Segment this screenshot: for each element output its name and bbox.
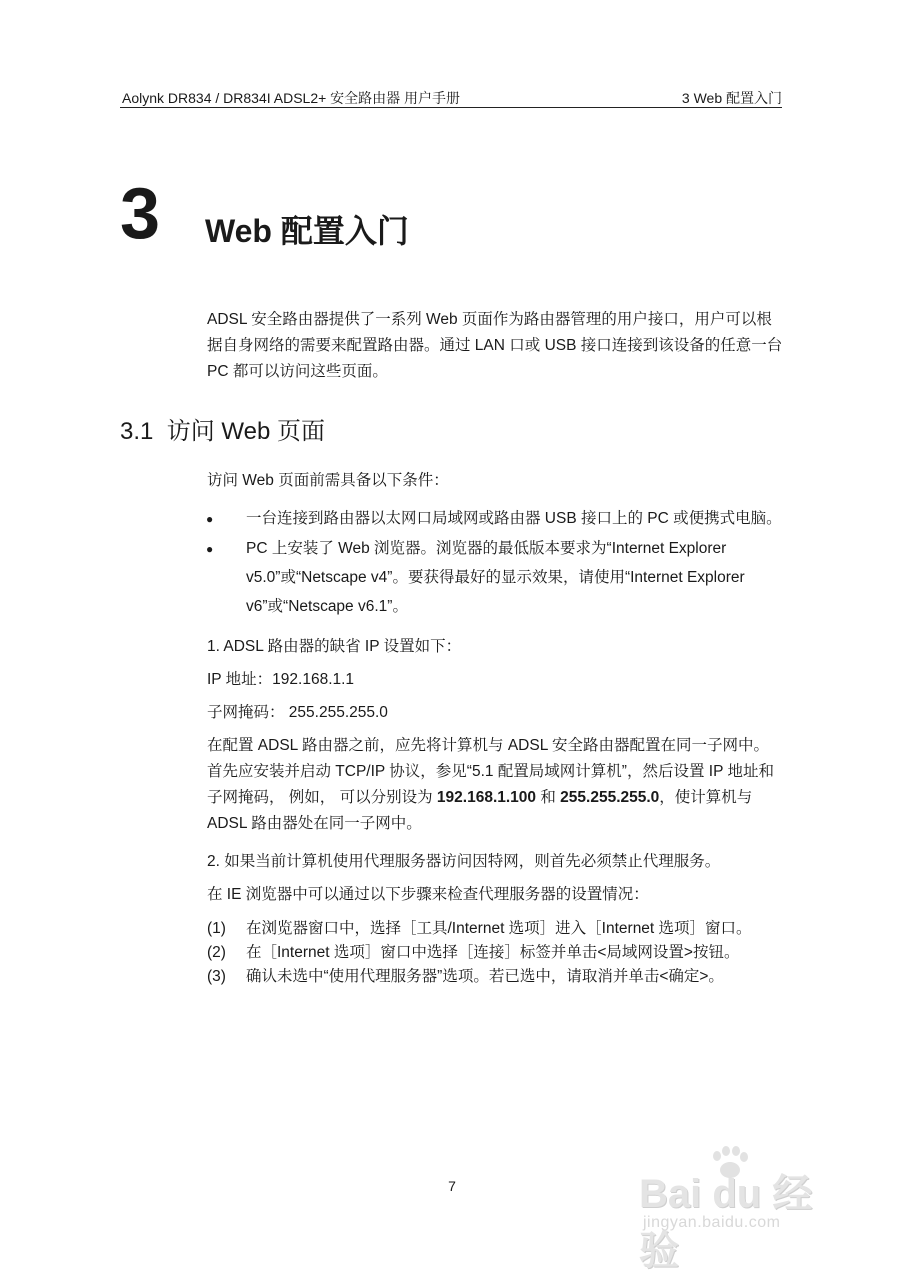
- mask-example: 255.255.255.0: [560, 789, 660, 806]
- default-ip-heading: 1. ADSL 路由器的缺省 IP 设置如下：: [207, 638, 462, 655]
- bullet-item: 一台连接到路由器以太网口局域网或路由器 USB 接口上的 PC 或便携式电脑。: [246, 510, 782, 527]
- subnet-config-text-post: ，使计算机与 ADSL 路由器处在同一子网中。: [207, 789, 753, 832]
- default-subnet-mask: 子网掩码： 255.255.255.0: [207, 704, 388, 721]
- step-number: (3): [207, 968, 226, 985]
- section-title: 访问 Web 页面: [166, 418, 325, 445]
- page-number: 7: [448, 1178, 456, 1194]
- default-ip-address: IP 地址：192.168.1.1: [207, 671, 355, 688]
- section-number: 3.1: [120, 418, 154, 445]
- watermark-url: jingyan.baidu.com: [643, 1214, 781, 1231]
- intro-paragraph: ADSL 安全路由器提供了一系列 Web 页面作为路由器管理的用户接口，用户可以根据自身网络的需要来配置路由器。通过 LAN 口或 USB 接口连接到该设备的任意一台 PC 都可以访问这些页面。: [207, 311, 783, 380]
- header-rule: [120, 107, 782, 108]
- proxy-intro: 在 IE 浏览器中可以通过以下步骤来检查代理服务器的设置情况：: [207, 886, 649, 903]
- step-text: 在［Internet 选项］窗口中选择［连接］标签并单击<局域网设置>按钮。: [246, 944, 740, 961]
- chapter-number: 3: [120, 174, 161, 254]
- bullet-dot-icon: ●: [206, 542, 214, 556]
- proxy-heading: 2. 如果当前计算机使用代理服务器访问因特网，则首先必须禁止代理服务。: [207, 853, 721, 870]
- step-text: 确认未选中“使用代理服务器”选项。若已选中，请取消并单击<确定>。: [246, 968, 724, 985]
- subnet-config-text-and: 和: [536, 789, 561, 806]
- subnet-config-text-pre: 在配置 ADSL 路由器之前，应先将计算机与 ADSL 安全路由器配置在同一子网中。首先应安装并启动 TCP/IP 协议，参见“5.1 配置局域网计算机”，然后设置 IP 地址和子网掩码， 例如， 可以分别设为: [207, 737, 774, 806]
- baidu-watermark: [639, 1150, 849, 1273]
- header-manual-title: Aolynk DR834 / DR834I ADSL2+ 安全路由器 用户手册: [122, 90, 461, 106]
- section-heading: [120, 416, 325, 447]
- step-text: 在浏览器窗口中，选择［工具/Internet 选项］进入［Internet 选项］窗口。: [246, 920, 752, 937]
- header-chapter-title: 3 Web 配置入门: [681, 90, 782, 106]
- step-number: (2): [207, 944, 226, 961]
- chapter-title: Web 配置入门: [205, 213, 409, 249]
- bullet-dot-icon: ●: [206, 512, 214, 526]
- bullet-item: PC 上安装了 Web 浏览器。浏览器的最低版本要求为“Internet Explorer v5.0”或“Netscape v4”。要获得最好的显示效果，请使用“Internet Explorer v6”或“Netscape v6.1”。: [246, 540, 745, 615]
- step-number: (1): [207, 920, 226, 937]
- prereq-intro: 访问 Web 页面前需具备以下条件：: [207, 472, 449, 489]
- ip-example: 192.168.1.100: [436, 789, 537, 806]
- watermark-brand: Bai du 经验: [639, 1172, 813, 1273]
- subnet-config-paragraph: [207, 733, 783, 837]
